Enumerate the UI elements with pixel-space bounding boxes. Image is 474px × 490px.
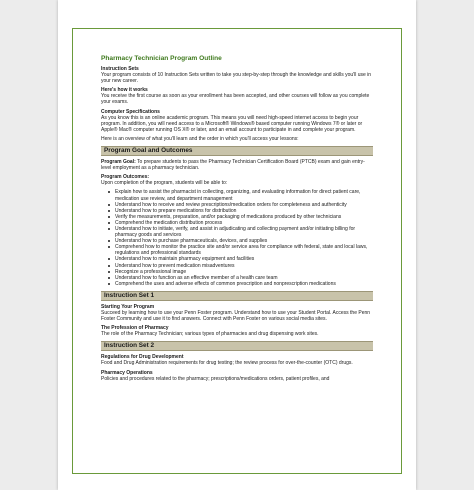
list-item: Understand how to prevent medication misadventures: [115, 263, 373, 269]
program-outcomes-intro: Upon completion of the program, students will be able to:: [101, 180, 228, 187]
list-item: Understand how to prepare medications for distribution: [115, 208, 373, 214]
intro-heading-computer-specs: Computer Specifications: [101, 108, 160, 115]
intro-block: [101, 66, 373, 142]
set1-heading-starting: Starting Your Program: [101, 303, 155, 310]
set1-text-starting: Succeed by learning how to use your Penn Foster program. Understand how to use your Student Portal. Access the Penn Foster Community and use it to find answers. Connect with Penn Foster on various social media sites.: [101, 310, 371, 323]
document-title: Pharmacy Technician Program Outline: [101, 55, 222, 62]
list-item: Comprehend the uses and adverse effects of common prescription and nonprescription medications: [115, 281, 373, 287]
list-item: Understand how to function as an effective member of a health care team: [115, 275, 373, 281]
set1-heading-profession: The Profession of Pharmacy: [101, 325, 169, 332]
intro-heading-instruction-sets: Instruction Sets: [101, 66, 139, 72]
program-goal-text: To prepare students to pass the Pharmacy Technician Certification Board (PTCB) exam and gain entry-level employment as a pharmacy technician.: [101, 159, 365, 172]
list-item: Verify the measurements, preparation, and/or packaging of medications produced by other technicians: [115, 214, 373, 220]
list-item: Understand how to receive and review prescriptions/medication orders for completeness and authenticity: [115, 202, 373, 208]
set2-text-operations: Policies and procedures related to the pharmacy; prescriptions/medications orders, patient profiles, and: [101, 375, 330, 382]
program-goal-label: Program Goal:: [101, 159, 136, 166]
intro-heading-how-it-works: Here's how it works: [101, 87, 148, 94]
list-item: Comprehend how to monitor the practice site and/or service area for compliance with federal, state and local laws, regulations and professional standards: [115, 244, 373, 256]
document-content: [101, 55, 373, 383]
list-item: Understand how to initiate, verify, and assist in adjudicating and collecting payment and/or initiating billing for pharmacy goods and services: [115, 226, 373, 238]
list-item: Comprehend the medication distribution process: [115, 220, 373, 226]
set2-heading-regulations: Regulations for Drug Development: [101, 354, 184, 361]
program-goal: [101, 159, 373, 171]
intro-text-computer-specs: As you know this is an online academic program. This means you will need high-speed internet access to begin your program. In addition, you will need access to a Microsoft® Windows® based computer running Windows 7® or later or Apple® Mac® computer running OS X® or later, and an email account to participate in and complete your program.: [101, 114, 363, 133]
set2-text-regulations: Food and Drug Administration requirements for drug testing; the review process for over-the-counter (OTC) drugs.: [101, 360, 353, 367]
intro-text-instruction-sets: Your program consists of 10 Instruction Sets written to take you step-by-step through the knowledge and skills you'll use in your new career.: [101, 72, 372, 85]
list-item: Understand how to maintain pharmacy equipment and facilities: [115, 256, 373, 262]
intro-text-how-it-works: You receive the first course as soon as your enrollment has been accepted, and other courses will follow as you complete your exams.: [101, 93, 370, 106]
set2-heading-operations: Pharmacy Operations: [101, 369, 153, 376]
section-heading-goal: Program Goal and Outcomes: [101, 146, 373, 156]
list-item: Explain how to assist the pharmacist in collecting, organizing, and evaluating information for direct patient care, medication use review, and department management: [115, 189, 373, 201]
list-item: Understand how to purchase pharmaceuticals, devices, and supplies: [115, 238, 373, 244]
program-outcomes-label: Program Outcomes:: [101, 174, 150, 181]
section-heading-instruction-set-2: Instruction Set 2: [101, 341, 373, 351]
section-heading-instruction-set-1: Instruction Set 1: [101, 291, 373, 301]
set1-text-profession: The role of the Pharmacy Technician; various types of pharmacies and drug dispensing work sites.: [101, 331, 319, 338]
overview-line: Here is an overview of what you'll learn and the order in which you'll access your lessons:: [101, 135, 299, 142]
list-item: Recognize a professional image: [115, 269, 373, 275]
outcomes-list: [101, 189, 373, 287]
